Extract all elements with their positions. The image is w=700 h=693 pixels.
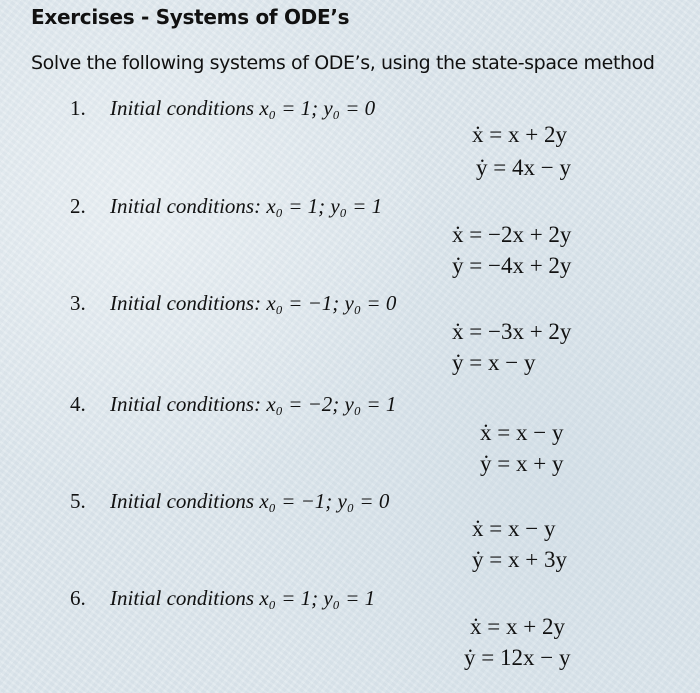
page-title: Exercises - Systems of ODE’s — [31, 5, 350, 29]
exercise-5-number: 5. — [70, 489, 86, 513]
exercise-3-condition-text: Initial conditions: x₀ = −1; y₀ = 0 — [110, 291, 397, 315]
exercise-2-equation-x: ẋ = −2x + 2y — [452, 222, 572, 247]
intro-text: Solve the following systems of ODE’s, using the state-space method — [31, 52, 655, 74]
exercise-2-condition-text: Initial conditions: x₀ = 1; y₀ = 1 — [110, 194, 383, 218]
exercise-3-number: 3. — [70, 291, 86, 315]
exercise-4-equation-x: ẋ = x − y — [480, 420, 564, 445]
exercise-1-conditions — [70, 96, 375, 121]
exercise-6-equation-x: ẋ = x + 2y — [470, 614, 565, 639]
exercise-5-condition-text: Initial conditions x₀ = −1; y₀ = 0 — [110, 489, 390, 513]
exercise-2-conditions — [70, 194, 382, 219]
exercise-4-number: 4. — [70, 392, 86, 416]
exercise-2-number: 2. — [70, 194, 86, 218]
exercise-1-equation-y: ẏ = 4x − y — [476, 155, 571, 180]
exercise-3-equation-x: ẋ = −3x + 2y — [452, 319, 572, 344]
exercise-5-equation-y: ẏ = x + 3y — [472, 547, 567, 572]
exercise-4-equation-y: ẏ = x + y — [480, 451, 564, 476]
exercise-6-condition-text: Initial conditions x₀ = 1; y₀ = 1 — [110, 586, 376, 610]
exercise-2-equation-y: ẏ = −4x + 2y — [452, 253, 572, 278]
exercise-4-conditions — [70, 392, 396, 417]
exercise-1-condition-text: Initial conditions x₀ = 1; y₀ = 0 — [110, 96, 376, 120]
exercise-4-condition-text: Initial conditions: x₀ = −2; y₀ = 1 — [110, 392, 397, 416]
exercise-6-number: 6. — [70, 586, 86, 610]
exercise-3-equation-y: ẏ = x − y — [452, 350, 536, 375]
exercise-5-conditions — [70, 489, 389, 514]
exercise-6-conditions — [70, 586, 375, 611]
exercise-3-conditions — [70, 291, 396, 316]
exercise-6-equation-y: ẏ = 12x − y — [464, 645, 571, 670]
exercise-1-equation-x: ẋ = x + 2y — [472, 122, 567, 147]
exercise-5-equation-x: ẋ = x − y — [472, 516, 556, 541]
exercise-1-number: 1. — [70, 96, 86, 120]
